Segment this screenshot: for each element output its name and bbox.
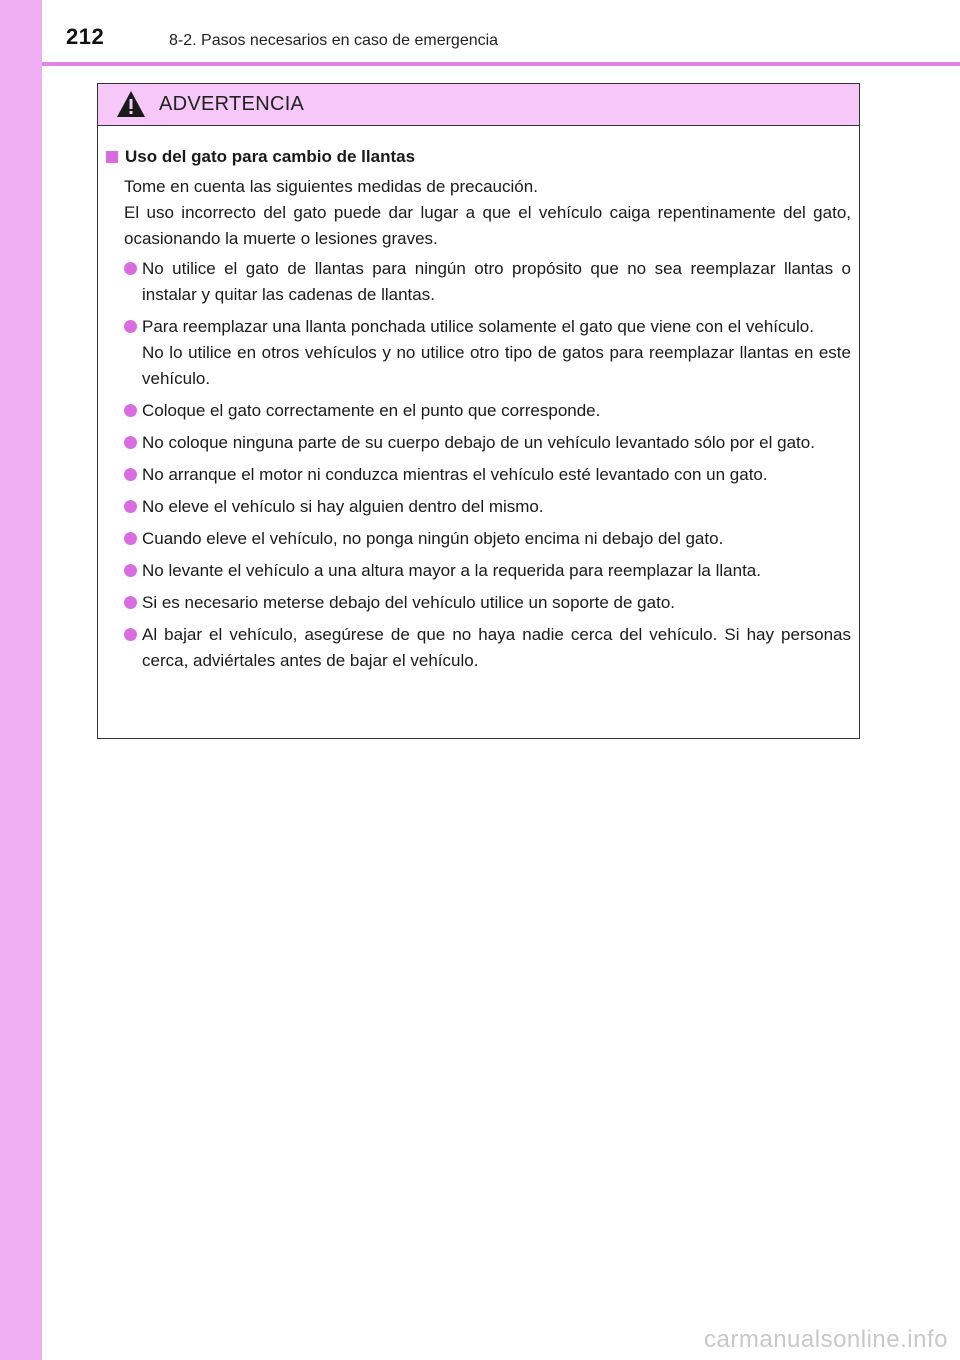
list-item-text: No levante el vehículo a una altura mayor a la requerida para reemplazar la llanta. (142, 561, 761, 580)
list-item-text: Coloque el gato correctamente en el punto que corresponde. (142, 401, 601, 420)
list-item (124, 462, 851, 488)
list-item (124, 558, 851, 584)
section-title: 8-2. Pasos necesarios en caso de emergencia (169, 32, 499, 49)
list-item (124, 526, 851, 552)
list-item (124, 494, 851, 520)
warning-subheading (106, 144, 851, 170)
warning-box (97, 83, 860, 739)
list-item-text: No eleve el vehículo si hay alguien dentro del mismo. (142, 497, 544, 516)
header-rule (42, 62, 960, 66)
list-item (124, 314, 851, 392)
square-bullet-icon (106, 151, 118, 163)
circle-bullet-icon (124, 564, 137, 577)
subheading-text: Uso del gato para cambio de llantas (125, 147, 416, 166)
circle-bullet-icon (124, 532, 137, 545)
circle-bullet-icon (124, 262, 137, 275)
list-item-text: No utilice el gato de llantas para ningún otro propósito que no sea reemplazar llantas o instalar y quitar las cadenas de llantas. (142, 259, 851, 304)
list-item (124, 398, 851, 424)
warning-intro (106, 174, 851, 252)
intro-line-2: El uso incorrecto del gato puede dar lugar a que el vehículo caiga repentinamente del gato, ocasionando la muerte o lesiones graves. (124, 203, 851, 248)
list-item (124, 256, 851, 308)
watermark: carmanualsonline.info (704, 1326, 948, 1353)
warning-content (98, 126, 859, 674)
warning-triangle-icon (116, 90, 146, 118)
circle-bullet-icon (124, 320, 137, 333)
side-color-strip (0, 0, 42, 1360)
list-item-text: Para reemplazar una llanta ponchada utilice solamente el gato que viene con el vehículo. (142, 317, 814, 336)
circle-bullet-icon (124, 596, 137, 609)
circle-bullet-icon (124, 468, 137, 481)
warning-header (98, 84, 859, 126)
warning-title: ADVERTENCIA (159, 93, 305, 115)
list-item-text: No arranque el motor ni conduzca mientras el vehículo esté levantado con un gato. (142, 465, 768, 484)
circle-bullet-icon (124, 404, 137, 417)
list-item (124, 430, 851, 456)
list-item-text: Si es necesario meterse debajo del vehículo utilice un soporte de gato. (142, 593, 675, 612)
list-item-text: Cuando eleve el vehículo, no ponga ningún objeto encima ni debajo del gato. (142, 529, 724, 548)
page-header (42, 0, 960, 62)
precaution-list (106, 256, 851, 674)
list-item-text-continued: No lo utilice en otros vehículos y no utilice otro tipo de gatos para reemplazar llantas en este vehículo. (142, 343, 851, 388)
list-item (124, 622, 851, 674)
list-item-text: Al bajar el vehículo, asegúrese de que no haya nadie cerca del vehículo. Si hay personas cerca, adviértales antes de bajar el vehículo. (142, 625, 851, 670)
list-item (124, 590, 851, 616)
circle-bullet-icon (124, 628, 137, 641)
list-item-text: No coloque ninguna parte de su cuerpo debajo de un vehículo levantado sólo por el gato. (142, 433, 815, 452)
page-number: 212 (66, 24, 105, 49)
intro-line-1: Tome en cuenta las siguientes medidas de precaución. (124, 177, 538, 196)
circle-bullet-icon (124, 436, 137, 449)
circle-bullet-icon (124, 500, 137, 513)
